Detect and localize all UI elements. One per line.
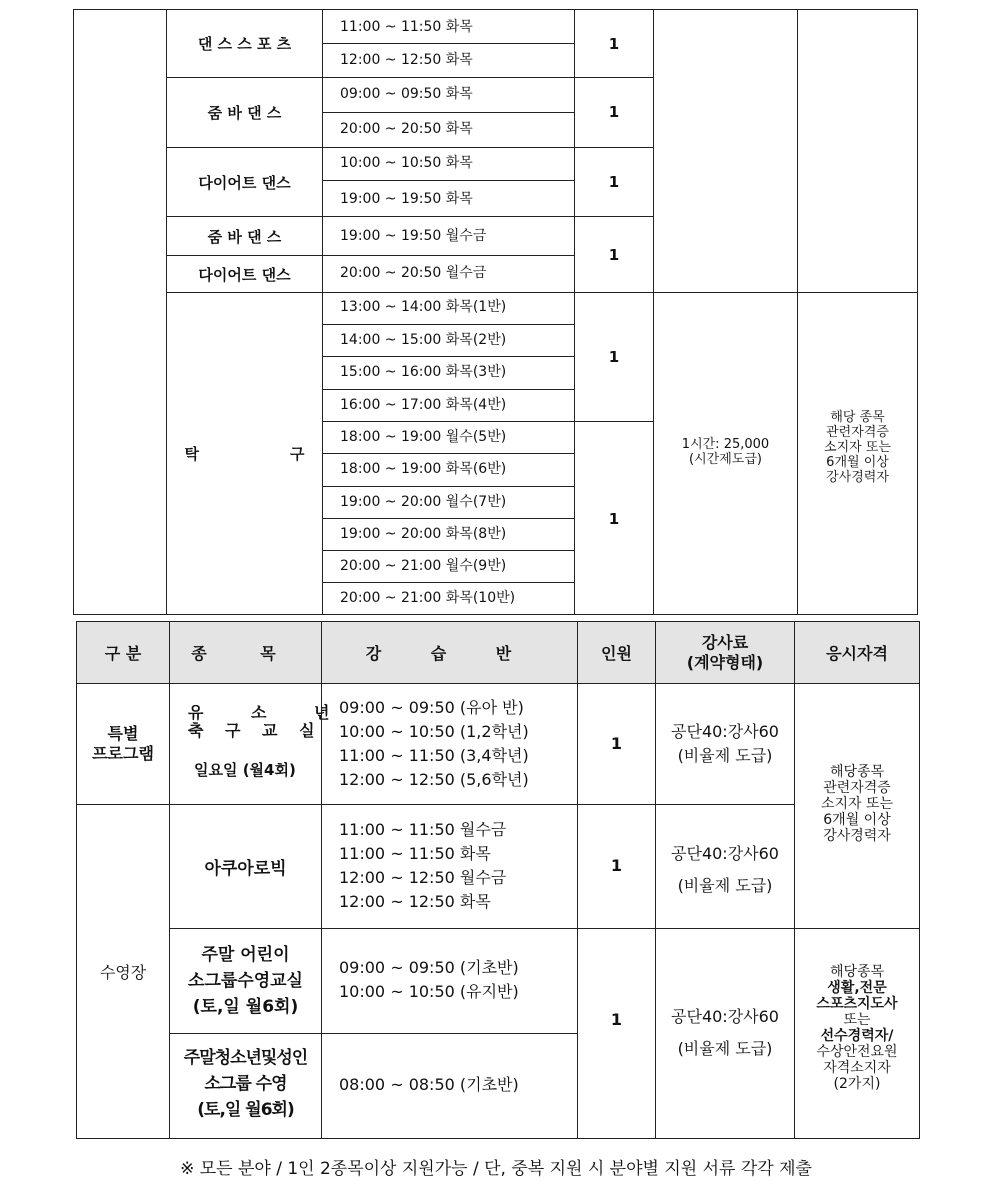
time-slot: 20:00 ~ 21:00 월수(9반) <box>340 558 507 574</box>
category-special-program <box>77 684 169 804</box>
item-line: 유 소 년 <box>188 703 351 722</box>
time-slot: 10:00 ~ 10:50 (유지반) <box>339 982 519 1001</box>
qual-line: 강사경력자 <box>823 828 891 844</box>
item-line: 축 구 교 실 <box>188 721 323 740</box>
time-slot: 09:00 ~ 09:50 (유아 반) <box>339 698 524 717</box>
aqua-time-list <box>339 818 506 914</box>
time-slot: 11:00 ~ 11:50 (3,4학년) <box>339 746 529 765</box>
teen-time-list <box>339 1073 519 1097</box>
time-slot: 09:00 ~ 09:50 화목 <box>340 86 473 102</box>
time-slot: 20:00 ~ 20:50 화목 <box>340 121 473 137</box>
item-diet-dance: 다이어트 댄스 <box>198 173 291 192</box>
fee-line: (비율제 도급) <box>677 876 773 895</box>
headcount: 1 <box>610 856 623 875</box>
soccer-time-list <box>339 696 529 792</box>
header-class: 강 습 반 <box>365 644 534 663</box>
item-line: 주말 어린이 <box>201 945 290 965</box>
item-dancesport: 댄 스 스 포 츠 <box>197 35 292 53</box>
item-line: 일요일 (월4회) <box>194 761 296 779</box>
headcount: 1 <box>608 103 620 121</box>
qual-line: 6개월 이상 <box>826 455 889 470</box>
item-aquarobics: 아쿠아로빅 <box>204 859 287 879</box>
header-item: 종 목 <box>191 644 300 663</box>
time-slot: 14:00 ~ 15:00 화목(2반) <box>340 332 507 348</box>
fee-info <box>656 1001 794 1065</box>
item-kids-swimming <box>170 942 321 1020</box>
time-slot: 13:00 ~ 14:00 화목(1반) <box>340 299 507 315</box>
footnote: ※ 모든 분야 / 1인 2종목이상 지원가능 / 단, 중복 지원 시 분야별 지원 서류 각각 제출 <box>180 1159 812 1179</box>
kids-time-list <box>339 956 519 1004</box>
time-slot: 11:00 ~ 11:50 화목 <box>339 844 491 863</box>
item-zumba: 줌 바 댄 스 <box>207 104 282 122</box>
category-line: 프로그램 <box>92 744 154 763</box>
qual-line: 수상안전요원 <box>816 1044 898 1060</box>
fee-line: (비율제 도급) <box>677 746 773 765</box>
time-slot: 19:00 ~ 19:50 화목 <box>340 191 473 207</box>
category-pool: 수영장 <box>99 963 147 982</box>
qual-line: 관련자격증 <box>826 425 889 440</box>
qual-line: 생활,전문 <box>827 980 887 996</box>
qual-line: 또는 <box>843 1012 871 1028</box>
time-slot: 20:00 ~ 21:00 화목(10반) <box>340 590 516 606</box>
time-slot: 19:00 ~ 20:00 월수(7반) <box>340 494 507 510</box>
qual-line: 소지자 또는 <box>820 796 894 812</box>
qual-line: 자격소지자 <box>823 1060 891 1076</box>
header-fee-line: (계약형태) <box>686 652 764 672</box>
fee-line: 공단40:강사60 <box>671 1007 779 1026</box>
headcount: 1 <box>608 173 620 191</box>
qual-line: 해당종목 <box>829 764 885 780</box>
item-line: 소그룹 수영 <box>204 1074 287 1094</box>
time-slot: 19:00 ~ 19:50 월수금 <box>340 228 487 244</box>
item-diet-dance-mwf: 다이어트 댄스 <box>198 265 291 284</box>
header-fee-line: 강사료 <box>701 632 749 652</box>
item-youth-soccer <box>170 684 351 804</box>
fee-info <box>656 720 794 768</box>
time-slot: 12:00 ~ 12:50 화목 <box>339 892 491 911</box>
time-slot: 20:00 ~ 20:50 월수금 <box>340 265 487 281</box>
qual-line: 6개월 이상 <box>823 812 891 828</box>
fee-line: (비율제 도급) <box>677 1039 773 1058</box>
time-slot: 09:00 ~ 09:50 (기초반) <box>339 958 519 977</box>
headcount: 1 <box>608 246 620 264</box>
time-slot: 10:00 ~ 10:50 (1,2학년) <box>339 722 529 741</box>
qual-line: 소지자 또는 <box>824 440 891 455</box>
item-line: 주말청소년및성인 <box>183 1048 308 1068</box>
fee-line: 공단40:강사60 <box>671 722 779 741</box>
item-line: (토,일 월6회) <box>192 997 299 1017</box>
headcount: 1 <box>608 348 620 366</box>
time-slot: 10:00 ~ 10:50 화목 <box>340 155 473 171</box>
time-slot: 16:00 ~ 17:00 화목(4반) <box>340 397 507 413</box>
fee-info <box>656 838 794 902</box>
item-teen-adult-swimming <box>170 1045 321 1123</box>
headcount: 1 <box>608 35 620 53</box>
qual-line: 스포츠지도사 <box>816 996 898 1012</box>
fee-line: 공단40:강사60 <box>671 844 779 863</box>
qual-line: 관련자격증 <box>823 780 891 796</box>
time-slot: 15:00 ~ 16:00 화목(3반) <box>340 364 507 380</box>
fee-line: 1시간: 25,000 <box>681 437 770 452</box>
headcount: 1 <box>610 734 623 753</box>
time-slot: 11:00 ~ 11:50 화목 <box>340 19 473 35</box>
qual-line: 강사경력자 <box>826 470 889 485</box>
qualification-info <box>795 964 919 1092</box>
time-slot: 08:00 ~ 08:50 (기초반) <box>339 1075 519 1094</box>
header-fee <box>656 622 794 683</box>
time-slot: 18:00 ~ 19:00 월수(5반) <box>340 429 507 445</box>
takgu-char: 구 <box>290 445 305 463</box>
qual-line: (2가지) <box>833 1076 881 1092</box>
header-category: 구 분 <box>104 644 142 663</box>
category-line: 특별 <box>107 724 139 743</box>
qual-line: 해당 종목 <box>830 410 885 425</box>
headcount: 1 <box>608 510 620 528</box>
qualification-info <box>798 410 917 485</box>
takgu-char: 탁 <box>184 445 199 463</box>
item-table-tennis <box>167 293 322 614</box>
qualification-info <box>795 764 919 844</box>
headcount: 1 <box>610 1010 623 1029</box>
header-qualification: 응시자격 <box>826 644 888 663</box>
time-slot: 12:00 ~ 12:50 화목 <box>340 52 473 68</box>
header-count: 인원 <box>601 644 632 663</box>
fee-line: (시간제도급) <box>689 452 762 467</box>
qual-line: 선수경력자/ <box>820 1028 894 1044</box>
time-slot: 18:00 ~ 19:00 화목(6반) <box>340 461 507 477</box>
item-line: 소그룹수영교실 <box>188 971 303 991</box>
time-slot: 11:00 ~ 11:50 월수금 <box>339 820 507 839</box>
item-zumba-mwf: 줌 바 댄 스 <box>207 227 282 246</box>
qual-line: 해당종목 <box>829 964 885 980</box>
item-line: (토,일 월6회) <box>197 1100 294 1120</box>
time-slot: 12:00 ~ 12:50 (5,6학년) <box>339 770 529 789</box>
time-slot: 19:00 ~ 20:00 화목(8반) <box>340 526 507 542</box>
fee-info <box>654 437 797 467</box>
time-slot: 12:00 ~ 12:50 월수금 <box>339 868 507 887</box>
